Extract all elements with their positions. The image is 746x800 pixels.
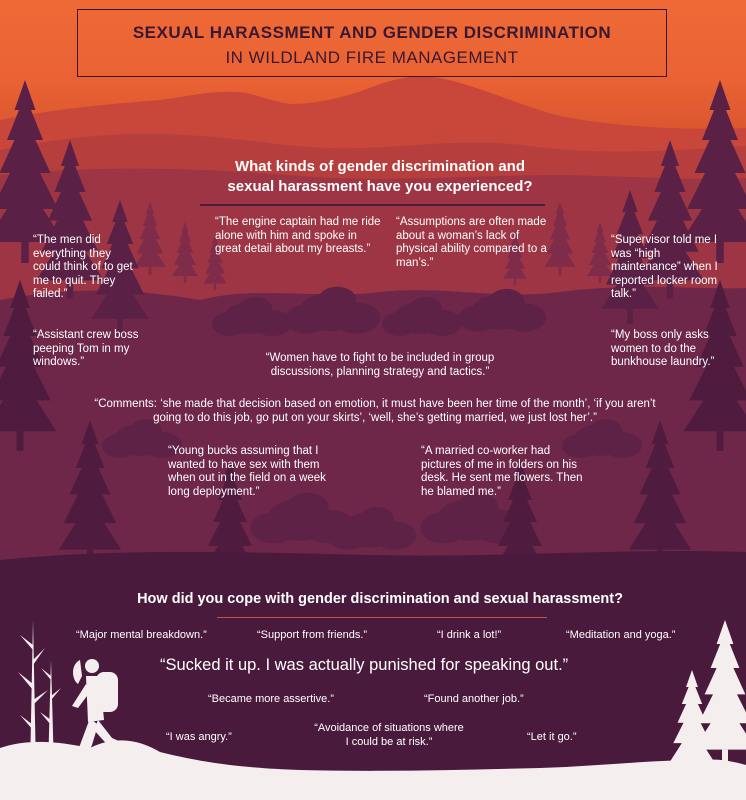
answer-drink: “I drink a lot!” — [437, 629, 502, 641]
quote-young-bucks: “Young bucks assuming that I wanted to have sex with them when out in the field on a week long deployment.” — [168, 445, 326, 498]
question-line-1: What kinds of gender discrimination and — [234, 158, 526, 175]
experience-question — [200, 157, 560, 197]
answer-avoidance: “Avoidance of situations where I could be at risk.” — [314, 722, 464, 748]
coping-question: How did you cope with gender discrimination and sexual harassment? — [137, 591, 623, 607]
divider — [217, 617, 547, 618]
quote-boss-laundry: “My boss only asks women to do the bunkhouse laundry.” — [611, 329, 715, 368]
title-box — [77, 9, 667, 77]
question-line-2: sexual harassment have you experienced? — [227, 178, 533, 195]
quote-engine-captain: “The engine captain had me ride alone with him and spoke in great detail about my breasts.” — [215, 216, 381, 255]
title-line-1: SEXUAL HARASSMENT AND GENDER DISCRIMINATION — [132, 23, 612, 42]
quote-men-did: “The men did everything they could think of to get me to quit. They failed.” — [33, 234, 133, 300]
answer-breakdown: “Major mental breakdown.” — [76, 629, 207, 641]
quote-comments: “Comments: ‘she made that decision based on emotion, it must have been her time of the month’, ‘if you aren’t going to do this job, go put on your skirts’, ‘well, she’s getting married, we just lost her’.” — [94, 398, 656, 424]
quote-supervisor: “Supervisor told me I was “high maintenance” when I reported locker room talk.” — [611, 234, 718, 300]
answer-friends: “Support from friends.” — [257, 629, 368, 641]
answer-meditation: “Meditation and yoga.” — [566, 629, 676, 641]
quote-assistant-boss: “Assistant crew boss peeping Tom in my windows.” — [33, 329, 139, 368]
divider — [200, 204, 545, 206]
quote-assumptions: “Assumptions are often made about a woman’s lack of physical ability compared to a man’s.” — [396, 216, 547, 269]
answer-angry: “I was angry.” — [166, 731, 232, 743]
title-line-2: IN WILDLAND FIRE MANAGEMENT — [225, 48, 519, 67]
quote-fight-included: “Women have to fight to be included in group discussions, planning strategy and tactics.” — [265, 352, 495, 378]
quote-married-coworker: “A married co-worker had pictures of me in folders on his desk. He sent me flowers. Then he blamed me.” — [421, 445, 583, 498]
answer-assertive: “Became more assertive.” — [208, 693, 334, 705]
answer-sucked-it-up: “Sucked it up. I was actually punished for speaking out.” — [160, 656, 569, 674]
answer-let-it-go: “Let it go.” — [527, 731, 577, 743]
answer-another-job: “Found another job.” — [424, 693, 524, 705]
